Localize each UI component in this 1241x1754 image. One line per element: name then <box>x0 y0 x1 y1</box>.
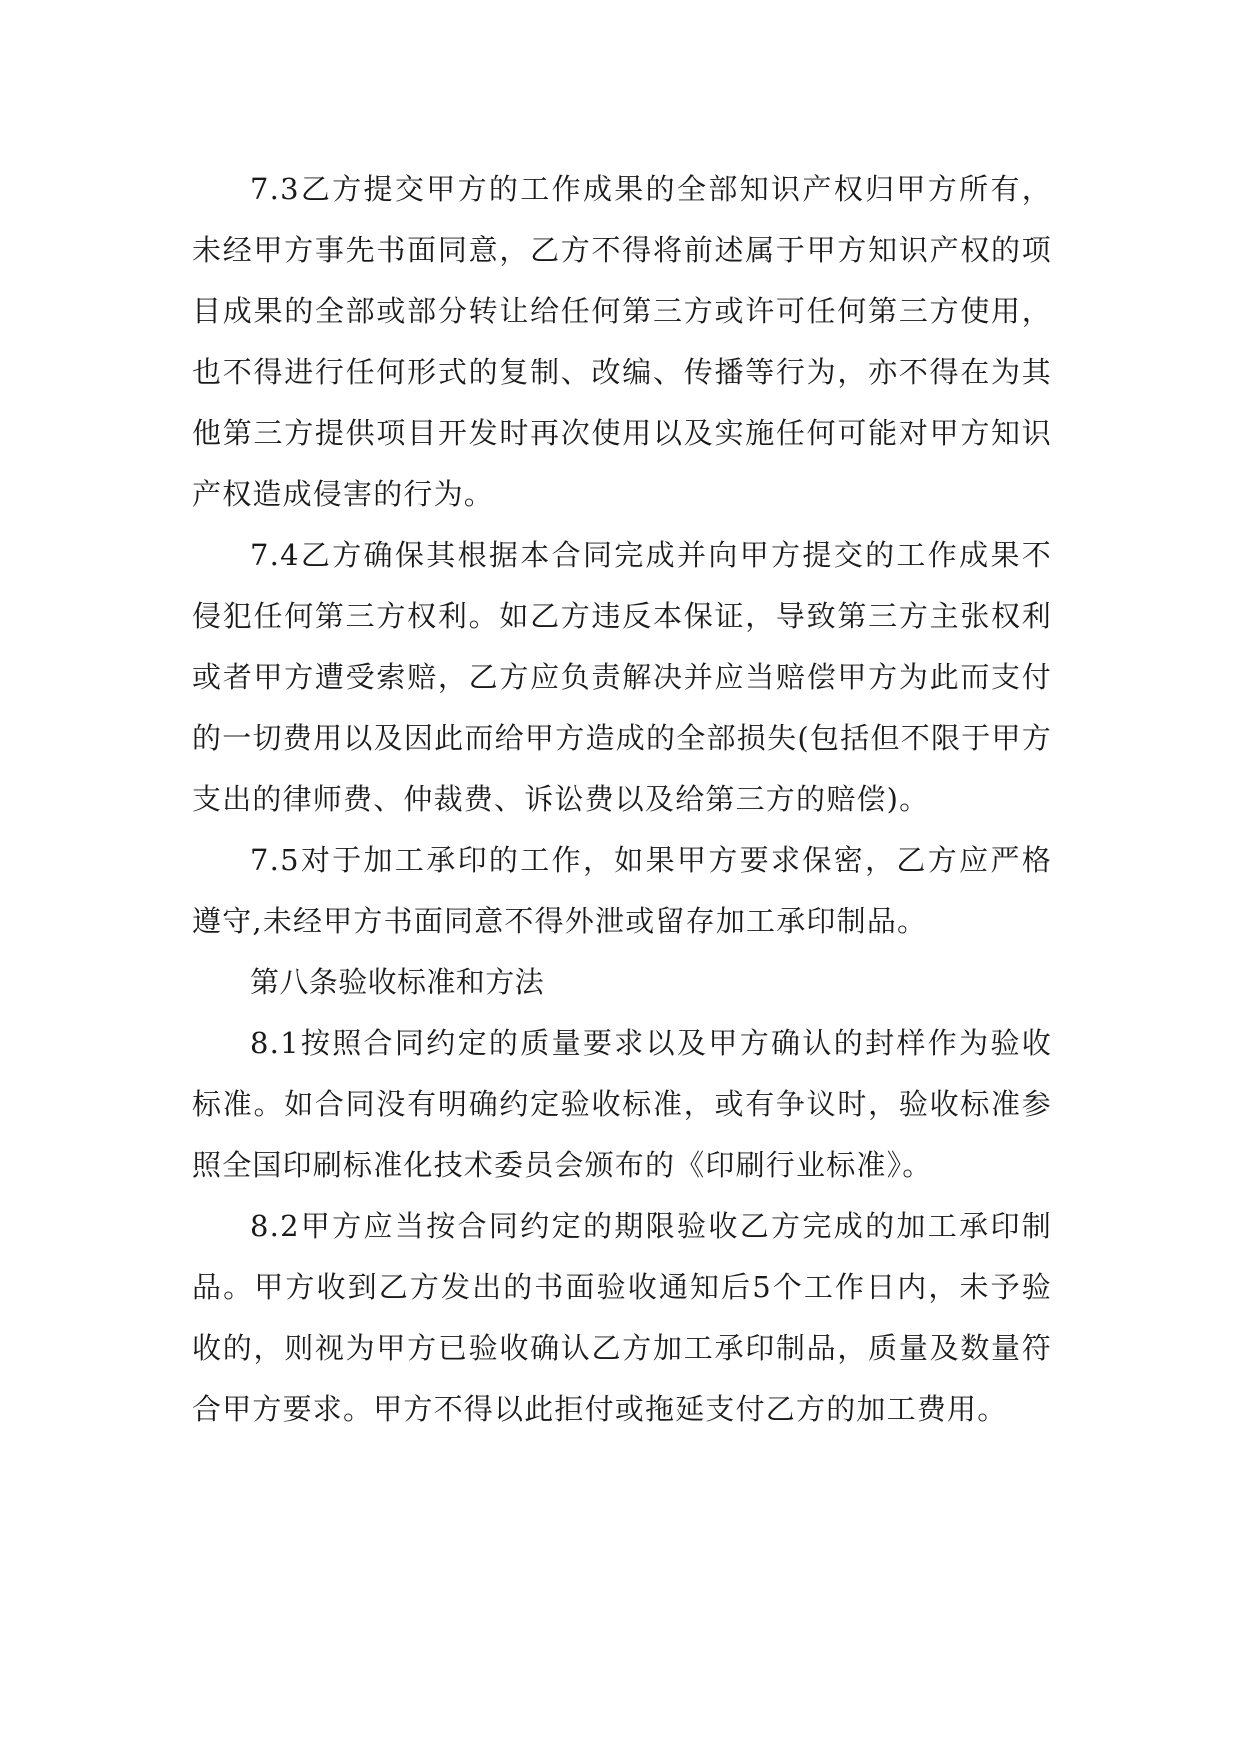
clause-7-5: 7.5对于加工承印的工作，如果甲方要求保密，乙方应严格遵守,未经甲方书面同意不得外泄或留存加工承印制品。 <box>192 843 1052 938</box>
clause-8-2: 8.2甲方应当按合同约定的期限验收乙方完成的加工承印制品。甲方收到乙方发出的书面验收通知后5个工作日内，未予验收的，则视为甲方已验收确认乙方加工承印制品，质量及数量符合甲方要求。甲方不得以此拒付或拖延支付乙方的加工费用。 <box>192 1209 1052 1426</box>
clause-7-4: 7.4乙方确保其根据本合同完成并向甲方提交的工作成果不侵犯任何第三方权利。如乙方违反本保证，导致第三方主张权利或者甲方遭受索赔，乙方应负责解决并应当赔偿甲方为此而支付的一切费用以及因此而给甲方造成的全部损失(包括但不限于甲方支出的律师费、仲裁费、诉讼费以及给第三方的赔偿)。 <box>192 538 1052 816</box>
clause-7-3: 7.3乙方提交甲方的工作成果的全部知识产权归甲方所有，未经甲方事先书面同意，乙方不得将前述属于甲方知识产权的项目成果的全部或部分转让给任何第三方或许可任何第三方使用，也不得进行任何形式的复制、改编、传播等行为，亦不得在为其他第三方提供项目开发时再次使用以及实施任何可能对甲方知识产权造成侵害的行为。 <box>192 172 1052 511</box>
clause-8-1: 8.1按照合同约定的质量要求以及甲方确认的封样作为验收标准。如合同没有明确约定验收标准，或有争议时，验收标准参照全国印刷标准化技术委员会颁布的《印刷行业标准》。 <box>192 1026 1052 1182</box>
article-8-heading: 第八条验收标准和方法 <box>250 965 545 999</box>
document-body <box>192 159 1052 1440</box>
